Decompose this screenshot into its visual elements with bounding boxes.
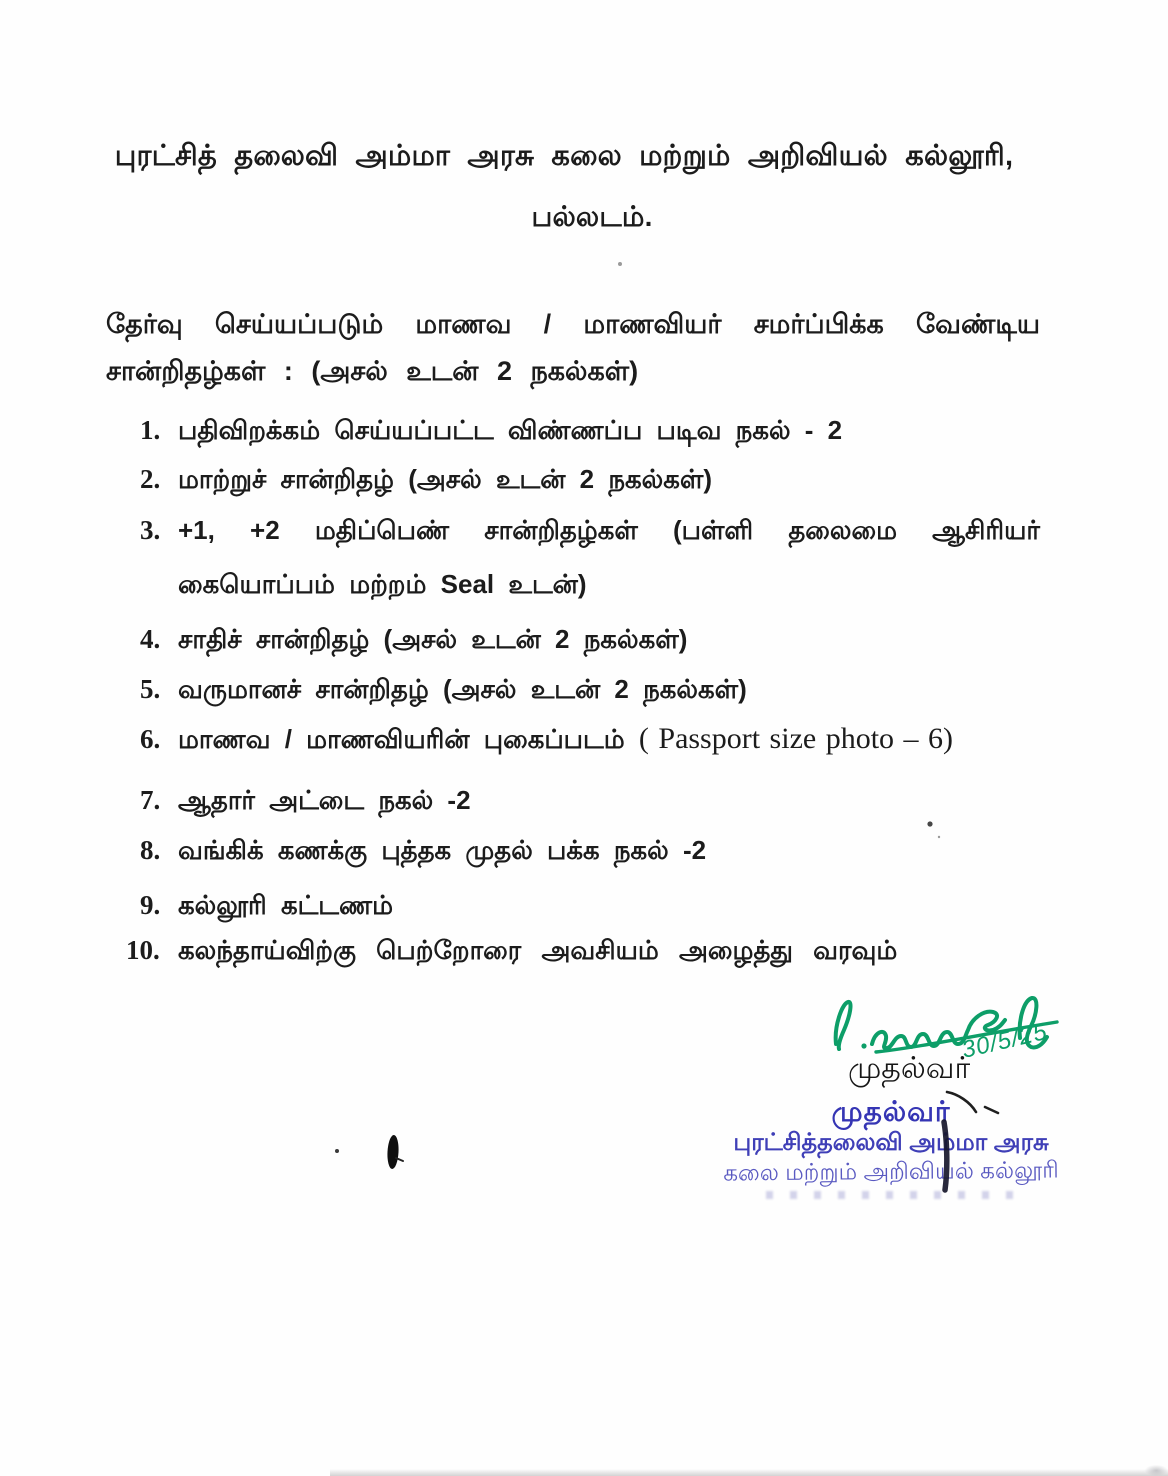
signature-date: 30/5/25 (959, 1017, 1051, 1064)
item-number: 10. (126, 935, 160, 965)
stamp-college-name-line1: புரட்சித்தலைவி அம்மா அரசு (733, 1129, 1049, 1156)
stamp-college-name-line2: கலை மற்றும் அறிவியல் கல்லூரி (723, 1156, 1059, 1186)
item-number: 6. (140, 724, 161, 754)
office-stamp (700, 1096, 1082, 1199)
item-text: வங்கிக் கணக்கு புத்தக முதல் பக்க நகல் -2 (178, 835, 707, 865)
principal-designation-label: முதல்வர் (848, 1052, 971, 1085)
signature-dot (861, 1043, 866, 1048)
item-number: 4. (140, 624, 161, 654)
item-number: 1. (140, 415, 161, 445)
college-location: பல்லடம். (531, 201, 653, 232)
item-text: பதிவிறக்கம் செய்யப்பட்ட விண்ணப்ப படிவ நகல் - 2 (178, 415, 843, 445)
ink-blot-tail (396, 1158, 403, 1161)
item-text: +1, +2 மதிப்பெண் சான்றிதழ்கள் (பள்ளி தலைமை ஆசிரியர் (178, 515, 1040, 545)
item-number: 3. (140, 515, 161, 545)
item-text: மாற்றுச் சான்றிதழ் (அசல் உடன் 2 நகல்கள்) (178, 464, 713, 494)
item-text: வருமானச் சான்றிதழ் (அசல் உடன் 2 நகல்கள்) (178, 674, 747, 704)
item-text: கலந்தாய்விற்கு பெற்றோரை அவசியம் அழைத்து வரவும் (178, 935, 898, 965)
item-number: 9. (140, 890, 161, 920)
ink-speck (335, 1149, 339, 1153)
intro-paragraph-line1: தேர்வு செய்யப்படும் மாணவ / மாணவியர் சமர்ப்பிக்க வேண்டிய (106, 309, 1040, 339)
signature-stroke (836, 1002, 851, 1049)
item-number: 8. (140, 835, 161, 865)
scan-artifact-corner-smudge (1090, 1420, 1168, 1476)
item-text: கல்லூரி கட்டணம் (178, 890, 393, 920)
stamp-designation: முதல்வர் (831, 1096, 951, 1127)
item-number: 5. (140, 674, 161, 704)
item-text: ஆதார் அட்டை நகல் -2 (178, 785, 471, 815)
scan-artifact-top-edge (470, 0, 1050, 9)
item-text (178, 722, 1040, 756)
item-text: கையொப்பம் மற்றம் Seal உடன்) (178, 569, 587, 599)
scan-artifact-bottom-edge (330, 1469, 1168, 1476)
intro-paragraph-line2: சான்றிதழ்கள் : (அசல் உடன் 2 நகல்கள்) (106, 356, 639, 386)
ink-blot (387, 1135, 400, 1170)
item-text-tamil: மாணவ / மாணவியரின் புகைப்படம் (178, 724, 625, 754)
scan-speck (927, 821, 932, 826)
scan-speck (618, 262, 622, 266)
item-text: சாதிச் சான்றிதழ் (அசல் உடன் 2 நகல்கள்) (178, 624, 688, 654)
item-text-english: ( Passport size photo – 6) (638, 722, 954, 755)
item-number: 7. (140, 785, 161, 815)
item-number: 2. (140, 464, 161, 494)
college-title: புரட்சித் தலைவி அம்மா அரசு கலை மற்றும் அறிவியல் கல்லூரி, (114, 140, 1014, 172)
stamp-faded-line (766, 1191, 1016, 1199)
